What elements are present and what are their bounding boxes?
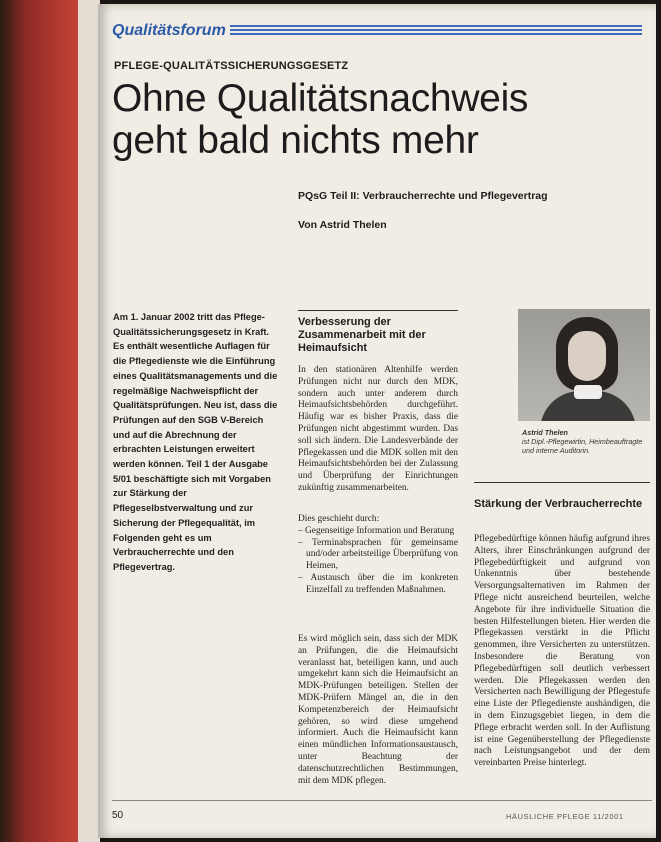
middle-column-heading: Verbesserung der Zusammenarbeit mit der Heimaufsicht	[298, 316, 426, 354]
paragraph-text: Es wird möglich sein, dass sich der MDK an Prüfungen, die die Heimaufsicht veranlasst hat, beteiligen kann, und auch umgekehrt kann sich die Heimaufsicht an MDK-Prüfungen beteiligen. Stellen der MDK-Prüfern Mängel an, die in den Kompetenzbereich der Heimaufsicht gehören, so wird diese umgehend informiert. Auch die Heimaufsicht kann einen mündlichen Informationsaustausch, unter Beachtung der datenschutzrechtlichen Bestimmungen, mit dem MDK pflegen.	[298, 634, 458, 786]
journal-footer: HÄUSLICHE PFLEGE 11/2001	[506, 812, 624, 821]
right-column-text	[474, 534, 650, 770]
paragraph-text: In den stationären Altenhilfe werden Prüfungen nicht nur durch den MDK, sondern auch unter anderem durch Heimaufsichtsbehörden durchgeführt. Häufig war es bisher Praxis, dass die Prüfungen nicht abgestimmt wurden. Das soll sich ändern. Die Landesverbände der Pflegekassen und die MDK sollen mit den Heimaufsichtsbehörden bei der Zulassung und Überprüfung der Einrichtungen zukünftig zusammenarbeiten.	[298, 365, 458, 493]
footer-rule	[112, 800, 652, 801]
list-item: – Austausch über die im konkreten Einzelfall zu treffenden Maßnahmen.	[298, 572, 459, 595]
article-kicker: PFLEGE-QUALITÄTSSICHERUNGSGESETZ	[114, 60, 349, 72]
middle-paragraph-1	[298, 365, 458, 495]
list-item: – Terminabsprachen für gemeinsame und/oder arbeitsteilige Überprüfung von Heimen,	[298, 537, 458, 572]
middle-paragraph-3	[298, 634, 458, 787]
page-number: 50	[112, 810, 124, 821]
section-title: Qualitätsforum	[112, 22, 226, 39]
caption-name: Astrid Thelen	[522, 428, 568, 437]
article-byline: Von Astrid Thelen	[298, 219, 387, 231]
right-column-rule	[474, 482, 650, 483]
article-intro	[113, 310, 281, 575]
article-subhead: PQsG Teil II: Verbraucherrechte und Pflegevertrag	[298, 190, 548, 202]
headline-line-2: geht bald nichts mehr	[112, 119, 479, 162]
paragraph-text: Pflegebedürftige können häufig aufgrund ihres Alters, ihrer Einschränkungen aufgrund der Pflegebedürftigkeit und aufgrund von Unkenntnis über bestehende Versorgungsalternativen im Rahmen der Pflege nicht ausreichend beurteilen, welche Angebote für ihre individuelle Situation die besten Hilfestellungen bieten. Hier werden die Pflegekassen verstärkt in die Pflicht genommen, ihre Versicherten zu unterstützen. Insbesondere die Beratung von Pflegebedürftigen soll deutlich verbessert werden. Die Pflegekassen werden den Versicherten nach Bewilligung der Pflegestufe eine Liste der Pflegedienste aushändigen, die in dem Einzugsgebiet liegen, in dem die Pflege erbracht werden soll. In der Auflistung ist eine Gegenüberstellung der Pflegedienste nach Leistungsangebot und der dem vereinbarten Preise hinterlegt.	[474, 534, 650, 769]
intro-text: Am 1. Januar 2002 tritt das Pflege-Qualitätssicherungsgesetz in Kraft. Es enthält wesentliche Auflagen für die Pflegedienste wie die Einführung eines Qualitätsmanagements und die regelmäßige Nachweispflicht der Qualitätsprüfungen. Neu ist, dass die Prüfungen auf den SGB V-Bereich und auf die Abrechnung der erbrachten Leistungen erweitert werden können. Teil 1 der Ausgabe 5/01 beschäftigte sich mit Vorgaben zur Stärkung der Pflegeselbstverwaltung und zur Sicherung der Pflegequalität, im Folgenden geht es um Verbraucherrechte und den Pflegevertrag.	[113, 312, 278, 572]
section-rule-lines	[230, 25, 642, 37]
article-headline	[112, 78, 642, 162]
middle-column-rule	[298, 310, 458, 311]
photo-caption	[522, 428, 654, 455]
magazine-page	[98, 4, 656, 838]
list-item: – Gegenseitige Information und Beratung	[298, 525, 455, 536]
section-header	[112, 18, 642, 44]
right-column-heading: Stärkung der Verbraucherrechte	[474, 498, 643, 510]
author-photo	[518, 309, 650, 421]
measures-list	[298, 526, 458, 597]
middle-list-block	[298, 514, 458, 597]
caption-role: ist Dipl.-Pflegewirtin, Heimbeauftragte und interne Auditorin.	[522, 437, 643, 455]
book-spine-edge	[0, 0, 100, 842]
headline-line-1: Ohne Qualitätsnachweis	[112, 77, 529, 120]
list-intro: Dies geschieht durch:	[298, 514, 380, 524]
